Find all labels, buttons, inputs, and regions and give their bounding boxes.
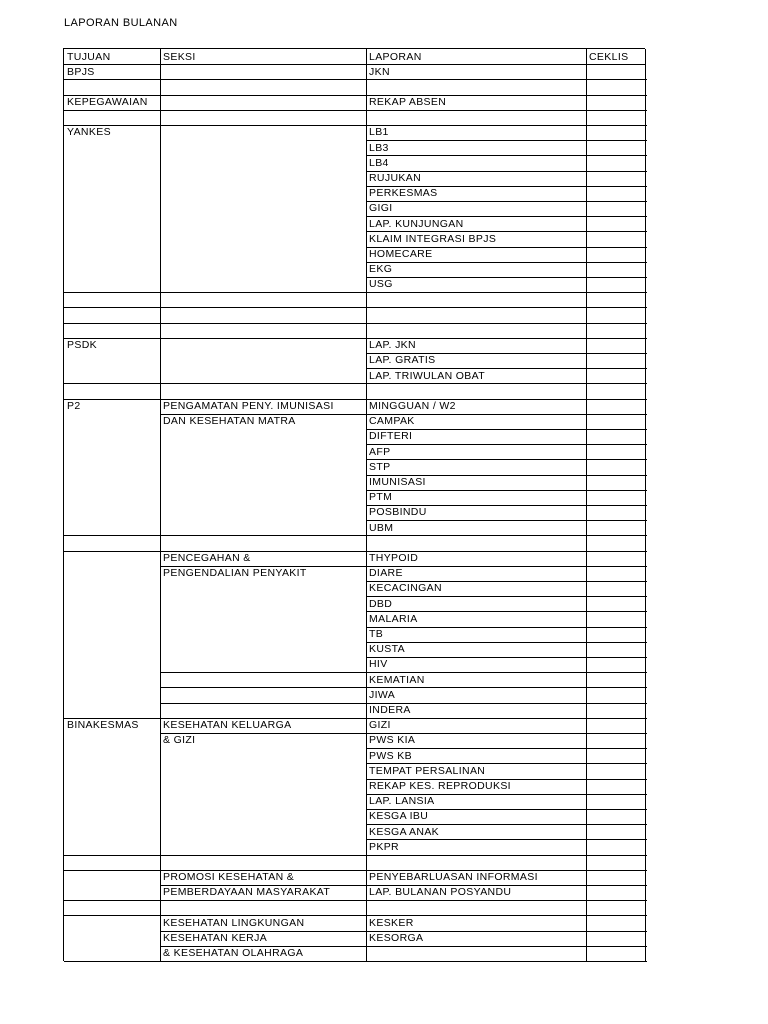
row-rule — [160, 323, 367, 324]
row-rule — [366, 900, 587, 901]
cell-laporan: HIV — [369, 658, 388, 671]
row-rule — [586, 733, 647, 734]
row-rule — [586, 444, 647, 445]
row-rule — [586, 672, 647, 673]
row-rule — [160, 338, 367, 339]
row-rule — [366, 201, 587, 202]
row-rule — [64, 383, 161, 384]
column-rule — [160, 49, 161, 962]
row-rule — [586, 429, 647, 430]
row-rule — [586, 505, 647, 506]
cell-laporan: DIARE — [369, 567, 403, 580]
cell-laporan: PERKESMAS — [369, 187, 438, 200]
row-rule — [586, 490, 647, 491]
cell-laporan: HOMECARE — [369, 248, 433, 260]
row-rule — [586, 748, 647, 749]
row-rule — [366, 155, 587, 156]
cell-laporan: KEMATIAN — [369, 673, 425, 686]
cell-laporan: STP — [369, 460, 391, 473]
row-rule — [366, 292, 587, 293]
cell-laporan: TB — [369, 628, 384, 640]
cell-laporan: LAP. JKN — [369, 339, 416, 352]
row-rule — [586, 95, 647, 96]
cell-laporan: TEMPAT PERSALINAN — [369, 764, 486, 777]
cell-laporan: REKAP KES. REPRODUKSI — [369, 780, 511, 792]
cell-laporan: KECACINGAN — [369, 582, 442, 595]
column-header-tujuan: TUJUAN — [67, 50, 111, 63]
row-rule — [366, 657, 587, 658]
row-rule — [160, 687, 367, 688]
row-rule — [366, 444, 587, 445]
row-rule — [160, 535, 367, 536]
row-rule — [64, 551, 161, 552]
report-table — [63, 48, 645, 961]
row-rule — [586, 459, 647, 460]
cell-tujuan: BINAKESMAS — [67, 719, 139, 732]
cell-seksi: DAN KESEHATAN MATRA — [163, 415, 296, 428]
row-rule — [366, 627, 587, 628]
row-rule — [366, 383, 587, 384]
cell-laporan: PTM — [369, 491, 393, 504]
row-rule — [586, 627, 647, 628]
row-rule — [586, 839, 647, 840]
row-rule — [586, 231, 647, 232]
column-header-laporan: LAPORAN — [369, 50, 422, 63]
row-rule — [160, 125, 367, 126]
row-rule — [586, 657, 647, 658]
row-rule — [586, 551, 647, 552]
cell-seksi: KESEHATAN LINGKUNGAN — [163, 916, 305, 929]
row-rule — [366, 535, 587, 536]
row-rule — [160, 110, 367, 111]
cell-tujuan: BPJS — [67, 65, 95, 78]
row-rule — [586, 383, 647, 384]
column-rule — [366, 49, 367, 962]
row-rule — [586, 809, 647, 810]
row-rule — [366, 110, 587, 111]
row-rule — [586, 763, 647, 764]
row-rule — [586, 946, 647, 947]
row-rule — [586, 596, 647, 597]
row-rule — [586, 870, 647, 871]
row-rule — [160, 855, 367, 856]
row-rule — [366, 490, 587, 491]
row-rule — [160, 95, 367, 96]
row-rule — [366, 262, 587, 263]
row-rule — [586, 292, 647, 293]
cell-laporan: KLAIM INTEGRASI BPJS — [369, 232, 497, 245]
row-rule — [160, 292, 367, 293]
cell-seksi: & GIZI — [163, 734, 196, 747]
cell-tujuan: YANKES — [67, 126, 111, 139]
cell-laporan: LAP. TRIWULAN OBAT — [369, 369, 485, 382]
row-rule — [366, 839, 587, 840]
row-rule — [160, 79, 367, 80]
cell-laporan: PKPR — [369, 840, 399, 853]
cell-seksi: PEMBERDAYAAN MASYARAKAT — [163, 886, 331, 899]
row-rule — [366, 125, 587, 126]
cell-laporan: JIWA — [369, 688, 396, 701]
row-rule — [366, 79, 587, 80]
cell-laporan: EKG — [369, 263, 393, 276]
row-rule — [366, 718, 587, 719]
row-rule — [64, 870, 161, 871]
row-rule — [160, 307, 367, 308]
row-rule — [586, 931, 647, 932]
row-rule — [64, 900, 161, 901]
row-rule — [366, 961, 587, 962]
cell-laporan: MALARIA — [369, 612, 418, 625]
cell-tujuan: KEPEGAWAIAN — [67, 96, 148, 108]
row-rule — [586, 155, 647, 156]
cell-laporan: UBM — [369, 521, 394, 534]
row-rule — [586, 414, 647, 415]
cell-tujuan: PSDK — [67, 339, 97, 352]
row-rule — [366, 520, 587, 521]
row-rule — [160, 900, 367, 901]
cell-laporan: REKAP ABSEN — [369, 96, 447, 108]
row-rule — [366, 855, 587, 856]
row-rule — [64, 110, 161, 111]
row-rule — [64, 915, 161, 916]
row-rule — [586, 642, 647, 643]
cell-laporan: LAP. GRATIS — [369, 354, 436, 367]
row-rule — [64, 79, 161, 80]
row-rule — [366, 277, 587, 278]
row-rule — [586, 110, 647, 111]
cell-seksi: & KESEHATAN OLAHRAGA — [163, 947, 304, 960]
row-rule — [64, 535, 161, 536]
cell-seksi: KESEHATAN KELUARGA — [163, 719, 292, 732]
row-rule — [586, 687, 647, 688]
row-rule — [586, 353, 647, 354]
row-rule — [586, 855, 647, 856]
cell-laporan: THYPOID — [369, 552, 419, 564]
row-rule — [160, 961, 367, 962]
cell-laporan: PWS KIA — [369, 734, 416, 747]
row-rule — [366, 946, 587, 947]
cell-laporan: DIFTERI — [369, 430, 413, 443]
row-rule — [64, 961, 161, 962]
column-header-seksi: SEKSI — [163, 50, 196, 63]
cell-laporan: KESORGA — [369, 932, 424, 944]
cell-laporan: USG — [369, 278, 393, 291]
cell-laporan: JKN — [369, 65, 390, 78]
row-rule — [586, 79, 647, 80]
row-rule — [586, 520, 647, 521]
row-rule — [586, 368, 647, 369]
cell-laporan: LAP. LANSIA — [369, 795, 435, 808]
row-rule — [586, 338, 647, 339]
cell-laporan: INDERA — [369, 704, 411, 716]
row-rule — [586, 201, 647, 202]
cell-laporan: KESGA ANAK — [369, 825, 440, 838]
row-rule — [586, 885, 647, 886]
row-rule — [586, 307, 647, 308]
row-rule — [586, 961, 647, 962]
row-rule — [366, 140, 587, 141]
cell-laporan: LAP. KUNJUNGAN — [369, 217, 464, 230]
row-rule — [586, 475, 647, 476]
row-rule — [64, 323, 161, 324]
row-rule — [586, 262, 647, 263]
cell-laporan: POSBINDU — [369, 506, 427, 519]
column-rule — [645, 49, 646, 962]
cell-laporan: DBD — [369, 597, 393, 610]
document-title: LAPORAN BULANAN — [64, 17, 178, 29]
row-rule — [366, 459, 587, 460]
cell-laporan: PENYEBARLUASAN INFORMASI — [369, 871, 538, 884]
cell-laporan: KESGA IBU — [369, 810, 429, 823]
cell-laporan: GIZI — [369, 719, 391, 732]
cell-laporan: AFP — [369, 445, 391, 458]
row-rule — [586, 125, 647, 126]
cell-seksi: PENGAMATAN PENY. IMUNISASI — [163, 400, 334, 412]
row-rule — [586, 794, 647, 795]
cell-laporan: IMUNISASI — [369, 476, 426, 488]
cell-laporan: KESKER — [369, 916, 414, 929]
row-rule — [586, 535, 647, 536]
cell-seksi: PROMOSI KESEHATAN & — [163, 871, 295, 884]
row-rule — [586, 399, 647, 400]
row-rule — [586, 323, 647, 324]
row-rule — [586, 900, 647, 901]
row-rule — [586, 915, 647, 916]
row-rule — [366, 307, 587, 308]
row-rule — [64, 292, 161, 293]
cell-seksi: PENCEGAHAN & — [163, 552, 251, 564]
row-rule — [586, 824, 647, 825]
row-rule — [586, 216, 647, 217]
cell-laporan: LB3 — [369, 141, 389, 154]
header-divider — [64, 64, 646, 65]
cell-tujuan: P2 — [67, 400, 81, 412]
row-rule — [366, 687, 587, 688]
cell-laporan: KUSTA — [369, 643, 405, 656]
cell-laporan: LB4 — [369, 156, 389, 169]
cell-laporan: LAP. BULANAN POSYANDU — [369, 886, 512, 899]
row-rule — [586, 581, 647, 582]
row-rule — [64, 307, 161, 308]
row-rule — [586, 703, 647, 704]
cell-seksi: KESEHATAN KERJA — [163, 932, 268, 944]
column-header-ceklis: CEKLIS — [589, 50, 629, 63]
row-rule — [586, 779, 647, 780]
row-rule — [366, 596, 587, 597]
cell-seksi: PENGENDALIAN PENYAKIT — [163, 567, 307, 580]
row-rule — [586, 171, 647, 172]
row-rule — [586, 566, 647, 567]
cell-laporan: RUJUKAN — [369, 172, 422, 184]
cell-laporan: MINGGUAN / W2 — [369, 400, 456, 412]
row-rule — [586, 186, 647, 187]
row-rule — [586, 277, 647, 278]
row-rule — [586, 611, 647, 612]
cell-laporan: LB1 — [369, 126, 389, 139]
row-rule — [160, 672, 367, 673]
cell-laporan: GIGI — [369, 202, 393, 215]
row-rule — [64, 855, 161, 856]
row-rule — [586, 247, 647, 248]
cell-laporan: CAMPAK — [369, 415, 415, 428]
row-rule — [160, 383, 367, 384]
row-rule — [366, 323, 587, 324]
column-rule — [586, 49, 587, 962]
cell-laporan: PWS KB — [369, 749, 412, 762]
row-rule — [160, 703, 367, 704]
row-rule — [586, 718, 647, 719]
row-rule — [586, 140, 647, 141]
